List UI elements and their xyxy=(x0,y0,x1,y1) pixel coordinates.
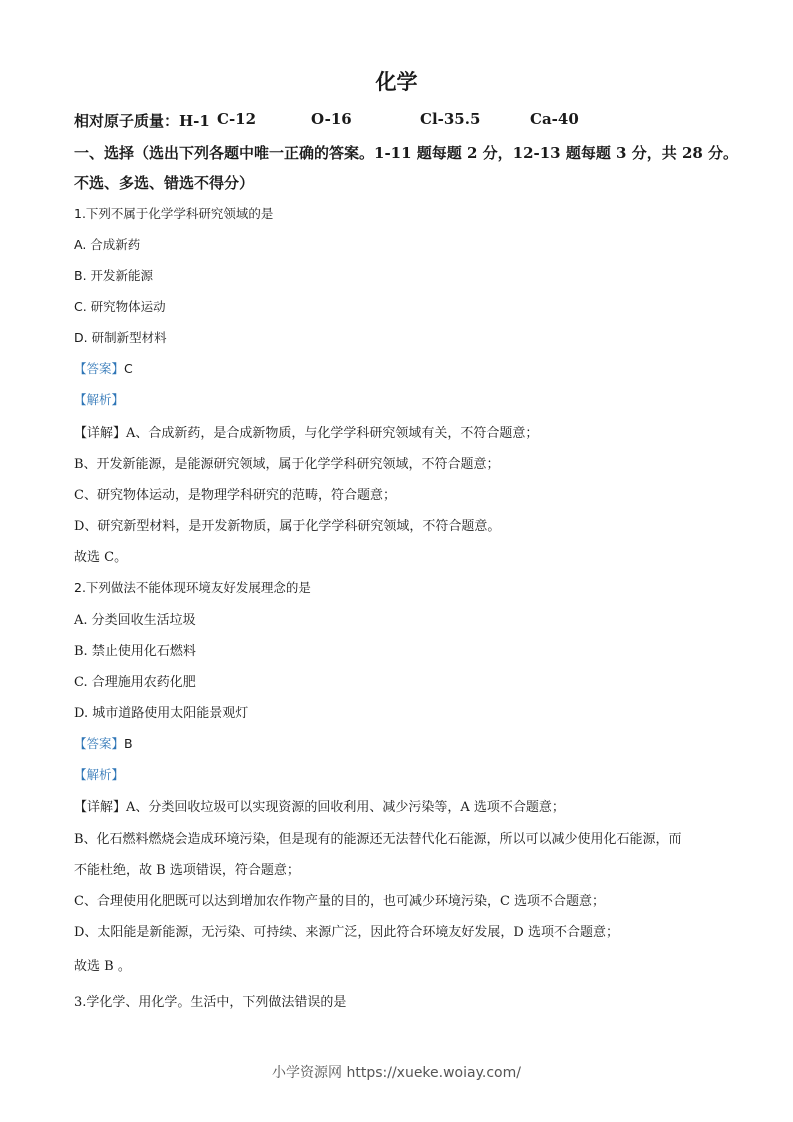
page-title: 化学 xyxy=(375,70,418,94)
question-2-stem: 2.下列做法不能体现环境友好发展理念的是 xyxy=(74,580,311,595)
section-heading: 一、选择（选出下列各题中唯一正确的答案。1-11 题每题 2 分，12-13 题每题 3 分，共 28 分。 xyxy=(74,144,739,162)
atomic-mass-c: C-12 xyxy=(217,110,257,128)
q1-detail-4: D、研究新型材料，是开发新物质，属于化学学科研究领域，不符合题意。 xyxy=(74,519,501,534)
q1-answer xyxy=(74,359,133,377)
q2-answer xyxy=(74,734,133,752)
atomic-mass-o: O-16 xyxy=(311,110,352,128)
question-3-stem: 3.学化学、用化学。生活中，下列做法错误的是 xyxy=(74,995,347,1010)
section-heading-cont: 不选、多选、错选不得分） xyxy=(74,174,255,192)
q2-detail-3: 不能杜绝，故 B 选项错误，符合题意； xyxy=(74,863,300,878)
q2-option-a: A. 分类回收生活垃圾 xyxy=(74,613,196,628)
footer-watermark: 小学资源网 https://xueke.woiay.com/ xyxy=(272,1065,521,1081)
answer-tag: 【答案】 xyxy=(74,736,125,751)
q1-option-a: A. 合成新药 xyxy=(74,237,141,252)
q2-detail-1: 【详解】A、分类回收垃圾可以实现资源的回收利用、减少污染等，A 选项不合题意； xyxy=(74,800,565,815)
atomic-mass-label: 相对原子质量：H-1 xyxy=(74,112,210,130)
atomic-masses xyxy=(74,110,754,130)
q2-detail-5: D、太阳能是新能源，无污染、可持续、来源广泛，因此符合环境友好发展，D 选项不合题意； xyxy=(74,925,619,940)
q1-option-c: C. 研究物体运动 xyxy=(74,299,166,314)
q2-detail-4: C、合理使用化肥既可以达到增加农作物产量的目的，也可减少环境污染，C 选项不合题意； xyxy=(74,894,606,909)
q1-analysis-tag: 【解析】 xyxy=(74,392,125,407)
atomic-mass-ca: Ca-40 xyxy=(530,110,579,128)
q2-option-c: C. 合理施用农药化肥 xyxy=(74,675,196,690)
q1-detail-3: C、研究物体运动，是物理学科研究的范畴，符合题意； xyxy=(74,488,396,503)
q1-conclusion: 故选 C。 xyxy=(74,550,128,565)
answer-value: B xyxy=(124,736,133,751)
answer-value: C xyxy=(124,361,133,376)
question-1-stem: 1.下列不属于化学学科研究领域的是 xyxy=(74,206,274,221)
answer-tag: 【答案】 xyxy=(74,361,125,376)
q2-option-b: B. 禁止使用化石燃料 xyxy=(74,644,196,659)
q2-analysis-tag: 【解析】 xyxy=(74,767,125,782)
q1-option-b: B. 开发新能源 xyxy=(74,268,154,283)
q2-detail-2: B、化石燃料燃烧会造成环境污染，但是现有的能源还无法替代化石能源，所以可以减少使用化石能源，而 xyxy=(74,832,682,847)
q1-option-d: D. 研制新型材料 xyxy=(74,330,167,345)
q2-option-d: D. 城市道路使用太阳能景观灯 xyxy=(74,706,249,721)
q1-detail-2: B、开发新能源，是能源研究领域，属于化学学科研究领域，不符合题意； xyxy=(74,457,500,472)
q1-detail-1: 【详解】A、合成新药，是合成新物质，与化学学科研究领域有关，不符合题意； xyxy=(74,426,539,441)
atomic-mass-cl: Cl-35.5 xyxy=(420,110,481,128)
q2-conclusion: 故选 B 。 xyxy=(74,959,131,974)
